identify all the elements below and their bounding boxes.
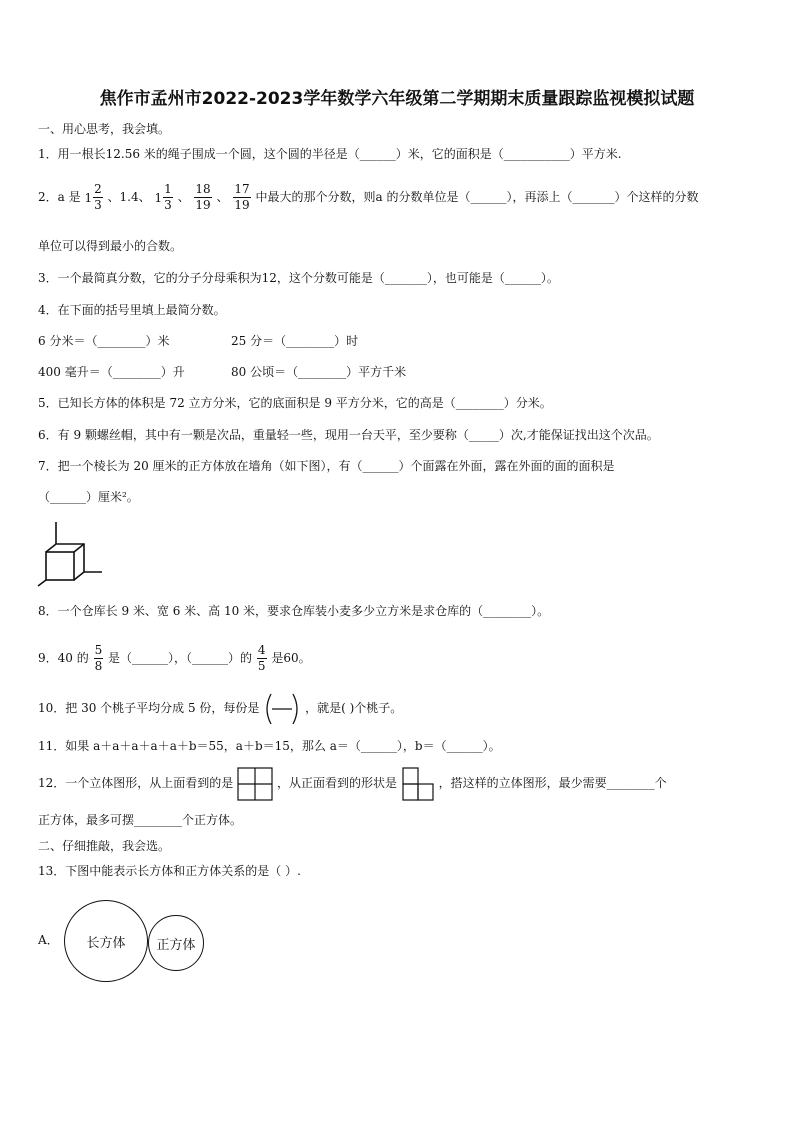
q2-m2-denominator: 3: [164, 198, 172, 212]
q2-m1-fraction: [93, 182, 103, 213]
q9-f2-denominator: 5: [257, 659, 266, 673]
q9-suffix: 是60。: [271, 651, 311, 665]
q2-m2-fraction: [163, 182, 173, 213]
question-12: [38, 765, 667, 801]
q2-m2-whole: 1: [154, 190, 163, 205]
question-12-line-2: 正方体，最多可摆________个正方体。: [38, 813, 243, 827]
question-6: 6．有 9 颗螺丝帽，其中有一颗是次品，重量轻一些，现用一台天平，至少要称（_____）次,才能保证找出这个次品。: [38, 428, 659, 442]
q2-m2-numerator: 1: [164, 182, 172, 196]
q9-middle: 是（______），（______）的: [108, 651, 253, 665]
circle-cube: [148, 915, 204, 971]
section-1-heading: 一、用心思考，我会填。: [38, 122, 171, 136]
q2-m1-numerator: 2: [94, 182, 102, 196]
q9-f1-numerator: 5: [94, 643, 103, 657]
q2-prefix: 2．a 是: [38, 190, 81, 204]
question-8: 8．一个仓库长 9 米、宽 6 米、高 10 米，要求仓库装小麦多少立方米是求仓库的（________）。: [38, 604, 550, 618]
q12-part-a: 12．一个立体图形，从上面看到的是: [38, 776, 234, 790]
q9-f1-denominator: 8: [94, 659, 103, 673]
question-7-line-1: 7．把一个棱长为 20 厘米的正方体放在墙角（如下图），有（______）个面露在外面，露在外面的面的面积是: [38, 459, 615, 473]
question-4: 4．在下面的括号里填上最简分数。: [38, 303, 226, 317]
question-9: [38, 640, 311, 676]
q2-sep1: 、1.4、: [107, 190, 151, 204]
q2-fraction-4: [233, 182, 250, 213]
q2-fraction-3: [194, 182, 211, 213]
q9-f2-numerator: 4: [257, 643, 266, 657]
question-2-line-2: 单位可以得到最小的合数。: [38, 239, 183, 253]
q2-m1-whole: 1: [84, 190, 93, 205]
q2-f4-numerator: 17: [234, 182, 250, 196]
question-1: 1．用一根长12.56 米的绳子围成一个圆，这个圆的半径是（______）米，它的面积是（___________）平方米.: [38, 147, 622, 161]
question-7-line-2: （______）厘米²。: [38, 490, 139, 504]
q2-mixed-number-2: [154, 181, 173, 215]
front-view-shape: [401, 767, 435, 801]
q2-f3-numerator: 18: [195, 182, 211, 196]
blank-fraction-parentheses: [263, 692, 301, 726]
q2-f3-denominator: 19: [195, 198, 211, 212]
q12-part-c: ，搭这样的立体图形，最少需要________个: [438, 776, 667, 790]
q2-f4-denominator: 19: [234, 198, 250, 212]
question-4d: 80 公顷＝（________）平方千米: [231, 365, 407, 379]
q10-suffix: ，就是( )个桃子。: [305, 701, 403, 715]
q2-m1-denominator: 3: [94, 198, 102, 212]
q12-part-b: ，从正面看到的形状是: [276, 776, 397, 790]
q9-fraction-2: [257, 643, 267, 674]
q2-sep2: 、: [177, 190, 190, 204]
top-view-2x2-grid: [237, 767, 273, 801]
question-10: [38, 690, 402, 726]
question-4a: 6 分米＝（________）米: [38, 334, 170, 348]
cube-in-corner-figure: [36, 520, 106, 588]
question-4c: 400 毫升＝（________）升: [38, 365, 185, 379]
q2-mixed-number-1: [84, 181, 103, 215]
q2-sep3: 、: [216, 190, 229, 204]
q10-prefix: 10．把 30 个桃子平均分成 5 份，每份是: [38, 701, 260, 715]
q2-suffix: 中最大的那个分数，则a 的分数单位是（______），再添上（_______）个这样的分数: [255, 190, 699, 204]
circle-cuboid-label: 长方体: [86, 935, 126, 951]
option-a-label: A．: [38, 933, 59, 947]
question-11: 11．如果 a＋a＋a＋a＋a＋b＝55，a＋b＝15，那么 a＝（______），b＝（______）。: [38, 739, 501, 753]
section-2-heading: 二、仔细推敲，我会选。: [38, 839, 171, 853]
question-5: 5．已知长方体的体积是 72 立方分米，它的底面积是 9 平方分米，它的高是（________）分米。: [38, 396, 552, 410]
question-2: [38, 180, 698, 215]
q9-fraction-1: [94, 643, 104, 674]
page-title: 焦作市孟州市2022-2023学年数学六年级第二学期期末质量跟踪监视模拟试题: [99, 89, 695, 109]
question-4b: 25 分＝（________）时: [231, 334, 359, 348]
circle-cuboid: [64, 900, 148, 982]
question-13: 13．下图中能表示长方体和正方体关系的是（ ）.: [38, 864, 301, 878]
circle-cube-label: 正方体: [156, 937, 196, 953]
q9-prefix: 9．40 的: [38, 651, 89, 665]
question-3: 3．一个最简真分数，它的分子分母乘积为12，这个分数可能是（_______），也可能是（______）。: [38, 271, 559, 285]
